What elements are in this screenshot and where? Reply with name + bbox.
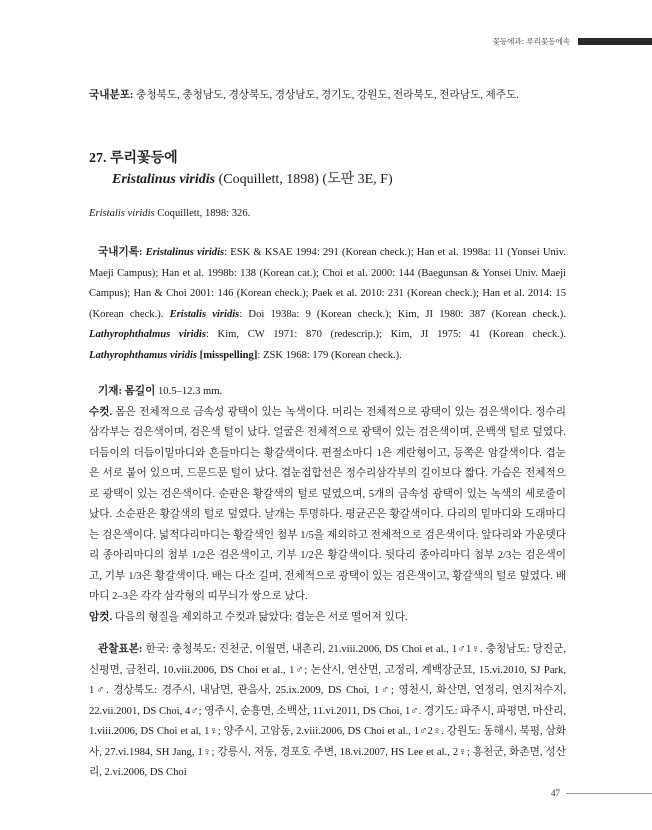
records-species-1: Eristalinus viridis [145, 247, 225, 258]
footer-rule [566, 793, 652, 794]
distribution-text: 충청북도, 충청남도, 경상북도, 경상남도, 경기도, 강원도, 전라북도, 전라남도, 제주도. [133, 90, 519, 101]
specimens-label: 관찰표본: [98, 644, 143, 655]
female-label: 암컷. [89, 611, 113, 623]
records-text-2: : Doi 1938a: 9 (Korean check.); Kim, JI 1980: 387 (Korean check.). [239, 308, 566, 320]
distribution-paragraph [89, 86, 566, 107]
records-species-3: Lathyrophthalmus viridis [89, 329, 206, 340]
description-paragraph [89, 382, 566, 628]
records-misspelling: [misspelling] [197, 349, 258, 361]
header-bar [578, 38, 652, 45]
records-species-2: Eristalis viridis [169, 308, 240, 320]
records-label: 국내기록: [98, 247, 146, 258]
synonym-line [89, 206, 250, 222]
records-paragraph [89, 243, 566, 366]
synonym-ref: Coquillett, 1898: 326. [154, 208, 251, 219]
male-text: 몸은 전체적으로 금속성 광택이 있는 녹색이다. 머리는 전체적으로 광택이 있는 검은색이다. 정수리 삼각부는 검은색이며, 검은색 털이 났다. 얼굴은 전체적으로 광택이 있는 검은색이며, 은백색 털로 덮였다. 더듬이의 더듬이밑마디와 흔들마디는 황갈색이다. 편절소마디 1은 계란형이고, 등쪽은 암갈색이다. 겹눈은 서로 붙어 있으며, 드문드문 털이 났다. 겹눈접합선은 정수리삼각부의 길이보다 짧다. 가슴은 전체적으로 광택이 있는 검은색이다. 순판은 황갈색의 털로 덮였으며, 5개의 금속성 광택이 있는 녹색의 세로줄이 났다. 소순판은 황갈색의 털로 덮였다. 날개는 투명하다. 평균곤은 황갈색이다. 다리의 밑마디와 도래마디는 검은색이다. 넓적다리마디는 황갈색인 첨부 1/5을 제외하고 전체적으로 검은색이다. 앞다리와 가운뎃다리 종아리마디의 첨부 1/2은 검은색이고, 기부 1/2은 황갈색이다. 뒷다리 종아리마디 첨부 2/3는 검은색이고, 기부 1/3은 황갈색이다. 배는 다소 길며, 전체적으로 광택이 있는 검은색이고, 황갈색의 털로 덮였다. 배마디 2–3은 각각 삼각형의 띠무늬가 쌍으로 났다. [89, 406, 566, 602]
male-label: 수컷. [89, 406, 113, 418]
female-text: 다음의 형질을 제외하고 수컷과 닮았다: 겹눈은 서로 떨어져 있다. [112, 611, 408, 623]
page-footer [551, 788, 652, 798]
measure-text: 10.5–12.3 mm. [155, 386, 223, 397]
page-number: 47 [551, 788, 560, 798]
running-title: 꽃등에과: 루리꽃등에속 [492, 36, 570, 46]
records-species-4: Lathyrophthamus viridis [89, 349, 198, 361]
specimens-paragraph [89, 640, 566, 784]
running-header [493, 35, 652, 47]
species-scientific-title [112, 171, 393, 189]
species-author: (Coquillett, 1898) (도판 3E, F) [215, 172, 393, 187]
distribution-label: 국내분포: [89, 90, 134, 101]
records-text-4: : ZSK 1968: 179 (Korean check.). [257, 349, 402, 361]
measure-label: 기재: 몸길이 [98, 386, 156, 397]
records-text-3: : Kim, CW 1971: 870 (redescrip.); Kim, JI 1975: 41 (Korean check.). [205, 329, 566, 340]
species-name: Eristalinus viridis [112, 172, 216, 187]
specimens-text: 한국: 충청북도: 진천군, 이월면, 내촌리, 21.viii.2006, DS Choi et al., 1♂1♀. 충청남도: 당진군, 신평면, 금천리, 10.viii.2006, DS Choi et al., 1♂; 논산시, 연산면, 고정리, 계백장군묘, 15.vi.2010, SJ Park, 1♂. 경상북도: 경주시, 내남면, 관음사, 25.ix.2009, DS Choi, 1♂; 영천시, 화산면, 연정리, 연지저수지, 22.vii.2001, DS Choi, 4♂; 영주시, 순흥면, 소백산, 11.vi.2011, DS Choi, 1♂. 경기도: 파주시, 파평면, 마산리, 1.viii.2006, DS Choi et al, 1♀; 양주시, 고암동, 2.viii.2006, DS Choi et al., 1♂2♀. 강원도: 동해시, 북평, 삼화사, 27.vi.1984, SH Jang, 1♀; 강릉시, 저동, 경포호 주변, 18.vi.2007, HS Lee et al., 2♀; 홍천군, 화촌면, 성산리, 2.vi.2006, DS Choi [89, 644, 566, 778]
species-number-title: 27. 루리꽃등에 [89, 151, 178, 166]
records-text-1: : ESK & KSAE 1994: 291 (Korean check.); Han et al. 1998a: 11 (Yonsei Univ. Maeji Campus); Han et al. 1998b: 138 (Korean cat.); Choi et al. 2000: 144 (Baegunsan & Yonsei Univ. Maeji Campus); Han & Choi 2001: 146 (Korean check.); Paek et al. 2010: 231 (Korean check.); Han et al. 2014: 15 (Korean check.). [89, 247, 566, 320]
synonym-name: Eristalis viridis [89, 208, 155, 219]
